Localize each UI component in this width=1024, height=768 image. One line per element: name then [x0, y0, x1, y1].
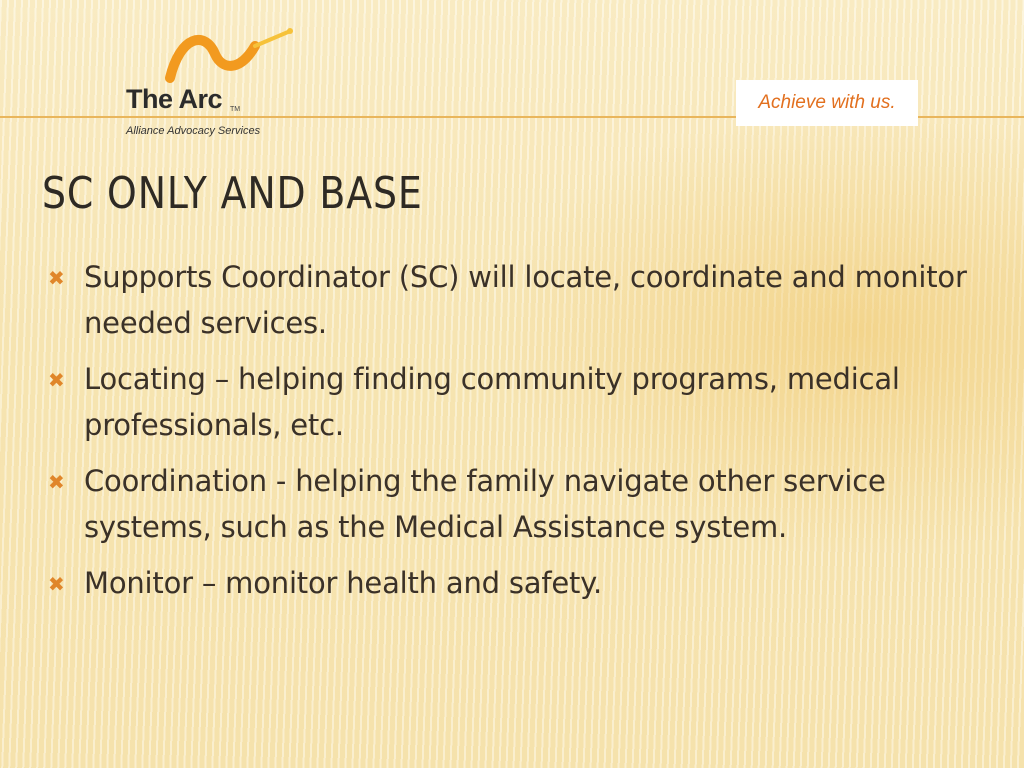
- bullet-item: [48, 254, 968, 346]
- bullet-list: [48, 254, 968, 616]
- x-bullet-icon: ✖: [48, 368, 65, 392]
- bullet-item: [48, 560, 968, 606]
- logo-trademark: TM: [230, 106, 241, 113]
- the-arc-logo: [120, 26, 310, 144]
- x-bullet-icon: ✖: [48, 470, 65, 494]
- logo-name: The Arc: [126, 84, 223, 114]
- bullet-text: Supports Coordinator (SC) will locate, coordinate and monitor needed services.: [84, 260, 967, 340]
- x-bullet-icon: ✖: [48, 572, 65, 596]
- bullet-item: [48, 356, 968, 448]
- arc-swoosh-icon: [160, 26, 300, 86]
- bullet-text: Locating – helping finding community programs, medical professionals, etc.: [84, 362, 900, 442]
- slogan-text: Achieve with us.: [758, 92, 896, 113]
- x-bullet-icon: ✖: [48, 266, 65, 290]
- logo-tagline: Alliance Advocacy Services: [126, 125, 261, 137]
- bullet-item: [48, 458, 968, 550]
- slide-title: SC ONLY AND BASE: [42, 168, 423, 219]
- slogan-badge: [736, 80, 918, 126]
- bullet-text: Coordination - helping the family navigate other service systems, such as the Medical Assistance system.: [84, 464, 886, 544]
- bullet-text: Monitor – monitor health and safety.: [84, 566, 603, 600]
